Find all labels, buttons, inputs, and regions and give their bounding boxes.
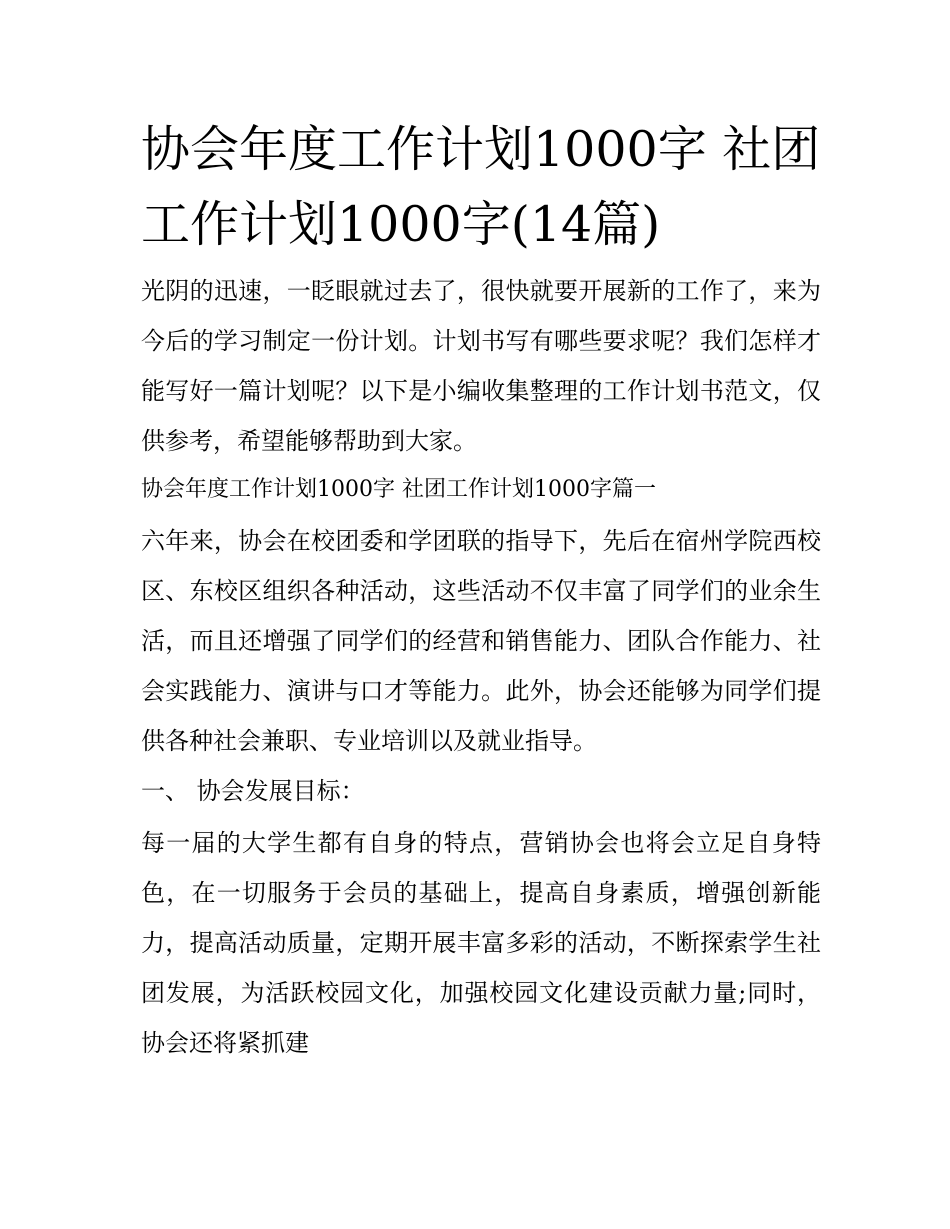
- document-title: 协会年度工作计划1000字 社团工作计划1000字(14篇): [141, 121, 821, 253]
- body-paragraph-1: 六年来，协会在校团委和学团联的指导下，先后在宿州学院西校区、东校区组织各种活动，这些活动不仅丰富了同学们的业余生活，而且还增强了同学们的经营和销售能力、团队合作能力、社会实践能力、演讲与口才等能力。此外，协会还能够为同学们提供各种社会兼职、专业培训以及就业指导。: [141, 527, 821, 755]
- intro-paragraph: 光阴的迅速，一眨眼就过去了，很快就要开展新的工作了，来为今后的学习制定一份计划。计划书写有哪些要求呢？我们怎样才能写好一篇计划呢？以下是小编收集整理的工作计划书范文，仅供参考，希望能够帮助到大家。: [141, 277, 821, 455]
- section-heading: 协会年度工作计划1000字 社团工作计划1000字篇一: [141, 477, 656, 502]
- document-page: [141, 112, 821, 1068]
- subheading-goals: 一、 协会发展目标：: [141, 777, 365, 805]
- body-paragraph-2: 每一届的大学生都有自身的特点，营销协会也将会立足自身特色，在一切服务于会员的基础上，提高自身素质，增强创新能力，提高活动质量，定期开展丰富多彩的活动，不断探索学生社团发展，为活跃校园文化，加强校园文化建设贡献力量;同时，协会还将紧抓建: [141, 829, 821, 1057]
